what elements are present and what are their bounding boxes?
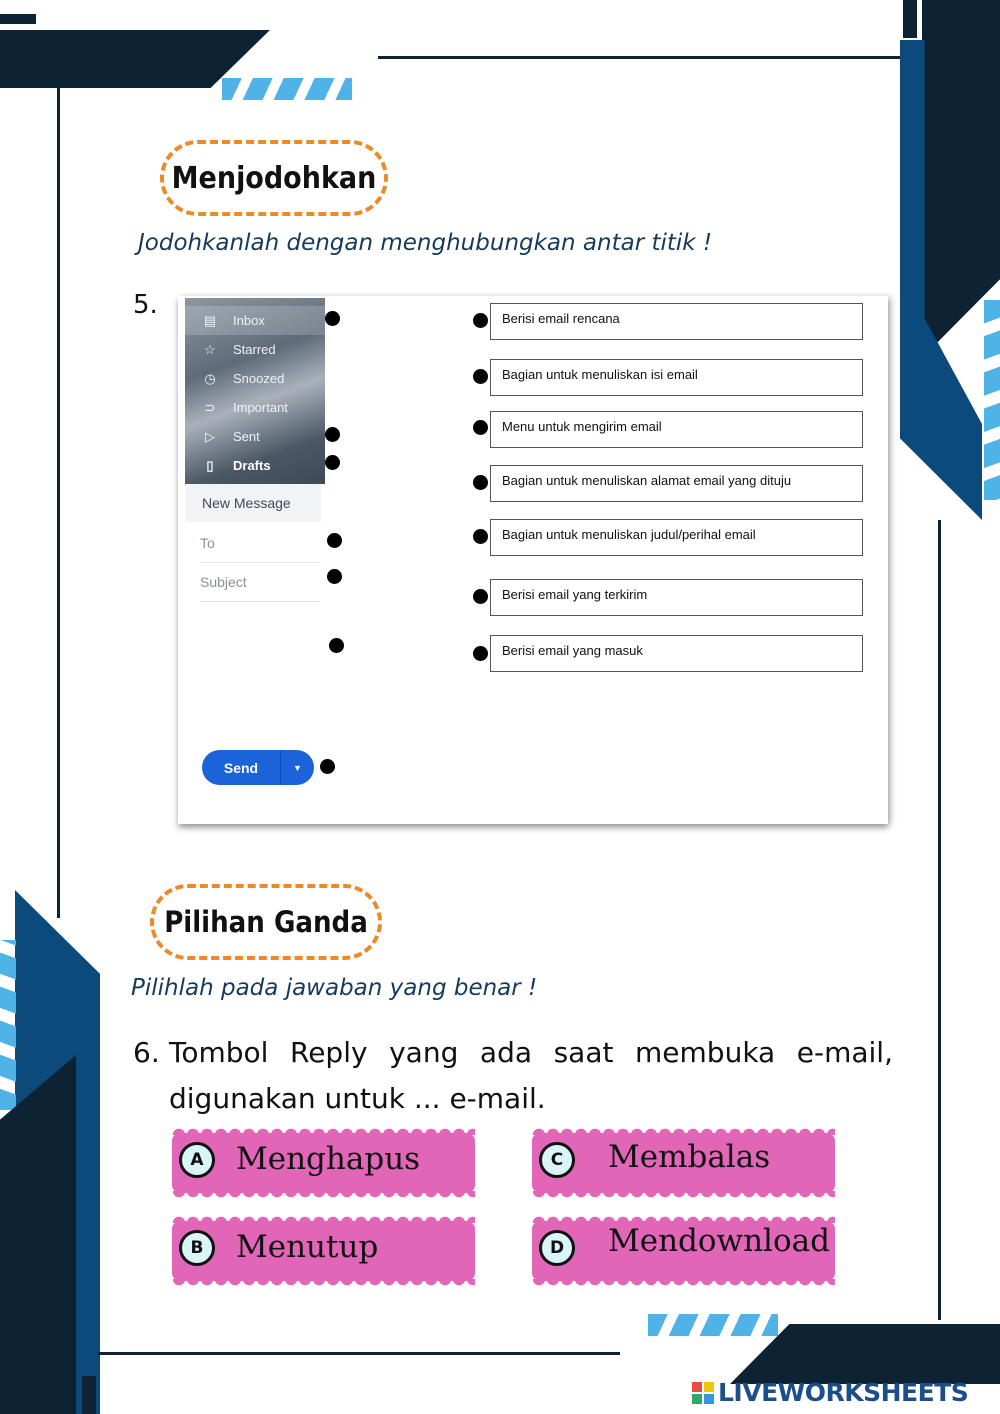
top-right-post: [903, 0, 917, 38]
option-letter-badge: C: [539, 1142, 575, 1178]
match-dot-left-drafts[interactable]: [325, 455, 340, 470]
liveworksheets-logo-icon: [692, 1382, 714, 1404]
chevron-down-icon: ▼: [293, 762, 302, 773]
frame-bottom-line: [98, 1352, 620, 1355]
answer-box-3: [490, 411, 863, 448]
sidebar-item-important: [185, 393, 325, 422]
frame-top-line: [378, 56, 904, 59]
to-label: To: [200, 535, 215, 551]
subject-field: [200, 563, 320, 602]
match-dot-right-7[interactable]: [473, 646, 488, 661]
email-screenshot-panel: [178, 296, 888, 824]
top-left-bar-small: [0, 14, 36, 24]
match-dot-left-subject[interactable]: [327, 569, 342, 584]
send-button: [202, 750, 314, 785]
frame-left-line: [57, 88, 60, 918]
inbox-icon: ▤: [203, 312, 217, 328]
sidebar-item-label: Snoozed: [233, 371, 285, 386]
match-dot-right-3[interactable]: [473, 420, 488, 435]
right-side-stripes: [984, 300, 1000, 500]
email-sidebar: [185, 298, 325, 484]
answer-text: Berisi email rencana: [502, 311, 620, 326]
sidebar-item-label: Sent: [233, 429, 260, 444]
option-letter-badge: D: [539, 1230, 575, 1266]
left-side-stripes: [0, 940, 16, 1110]
sidebar-item-label: Starred: [233, 342, 276, 357]
top-stripes: [222, 78, 352, 100]
sidebar-item-starred: [185, 335, 325, 364]
subject-label: Subject: [200, 574, 247, 590]
send-label: Send: [223, 759, 259, 776]
liveworksheets-logo: [692, 1378, 968, 1407]
sidebar-item-label: Important: [233, 400, 288, 415]
answer-text: Bagian untuk menuliskan judul/perihal email: [502, 527, 756, 542]
badge-label: Menjodohkan: [171, 160, 377, 196]
answer-box-2: [490, 359, 863, 396]
sidebar-item-sent: [185, 422, 325, 451]
answer-text: Menu untuk mengirim email: [502, 419, 662, 434]
question-text-line2: digunakan untuk ... e-mail.: [169, 1082, 546, 1115]
bottom-left-post: [82, 1376, 96, 1414]
section-badge-multiple-choice: [150, 884, 382, 960]
match-dot-right-2[interactable]: [473, 369, 488, 384]
badge-label: Pilihan Ganda: [164, 905, 368, 939]
question-6: [133, 1030, 893, 1122]
answer-box-1: [490, 303, 863, 340]
match-dot-left-inbox[interactable]: [325, 311, 340, 326]
star-icon: ☆: [204, 341, 216, 357]
answer-box-4: [490, 465, 863, 502]
clock-icon: ◷: [204, 370, 216, 386]
option-b[interactable]: [172, 1221, 475, 1281]
match-dot-left-body[interactable]: [329, 638, 344, 653]
bottom-stripes: [648, 1314, 778, 1336]
sidebar-item-snoozed: [185, 364, 325, 393]
match-dot-right-5[interactable]: [473, 529, 488, 544]
match-dot-left-to[interactable]: [327, 533, 342, 548]
option-text: Menutup: [236, 1229, 379, 1265]
match-dot-right-4[interactable]: [473, 475, 488, 490]
answer-text: Berisi email yang terkirim: [502, 587, 648, 602]
sidebar-item-inbox: [185, 306, 325, 335]
match-dot-right-1[interactable]: [473, 313, 488, 328]
option-text: Mendownload: [608, 1223, 830, 1259]
new-message-header: [185, 484, 321, 522]
option-text: Menghapus: [236, 1141, 421, 1177]
option-d[interactable]: [532, 1221, 835, 1281]
option-letter-badge: B: [179, 1230, 215, 1266]
sidebar-item-label: Drafts: [233, 458, 271, 473]
question-number-6: 6.: [133, 1036, 160, 1069]
answer-text: Bagian untuk menuliskan alamat email yang dituju: [502, 473, 792, 488]
match-dot-right-6[interactable]: [473, 589, 488, 604]
sidebar-item-label: Inbox: [233, 313, 265, 328]
answer-box-7: [490, 635, 863, 672]
answer-text: Bagian untuk menuliskan isi email: [502, 367, 698, 382]
to-field: [200, 524, 320, 563]
option-a[interactable]: [172, 1133, 475, 1193]
matching-instruction: Jodohkanlah dengan menghubungkan antar titik !: [138, 230, 713, 256]
frame-right-line: [938, 520, 941, 1320]
question-text-line1: Tombol Reply yang ada saat membuka e-mail,: [169, 1036, 893, 1069]
answer-text: Berisi email yang masuk: [502, 643, 643, 658]
match-dot-left-sent[interactable]: [325, 427, 340, 442]
option-c[interactable]: [532, 1133, 835, 1193]
send-icon: ▷: [205, 428, 215, 444]
sidebar-item-drafts: [185, 451, 325, 480]
multiple-choice-instruction: Pilihlah pada jawaban yang benar !: [131, 975, 538, 1001]
liveworksheets-logo-text: LIVEWORKSHEETS: [718, 1378, 969, 1407]
important-icon: ⊃: [204, 399, 216, 415]
option-text: Membalas: [608, 1139, 771, 1175]
draft-icon: ▯: [206, 457, 214, 473]
match-dot-left-send[interactable]: [320, 759, 335, 774]
option-letter-badge: A: [179, 1142, 215, 1178]
answer-box-6: [490, 579, 863, 616]
question-number-5: 5.: [133, 290, 158, 320]
answer-box-5: [490, 519, 863, 556]
section-badge-matching: [160, 140, 388, 216]
new-message-label: New Message: [202, 495, 291, 511]
